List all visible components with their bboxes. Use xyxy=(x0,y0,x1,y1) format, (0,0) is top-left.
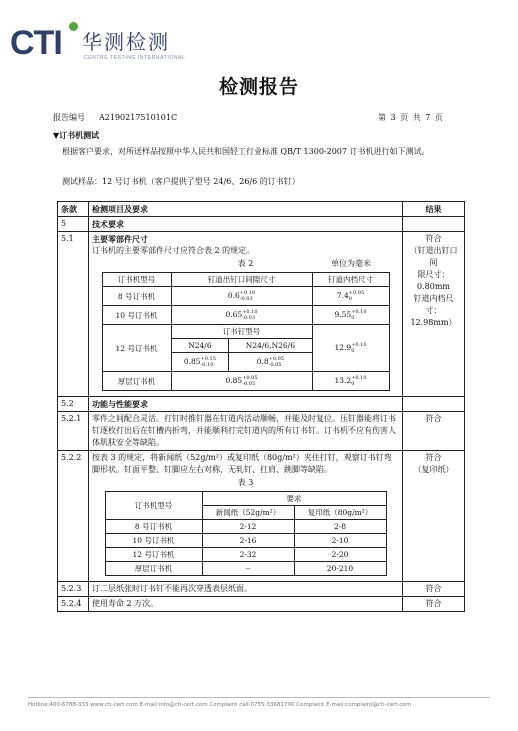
header-item: 检测项目及要求 xyxy=(89,202,403,217)
t2-header-inner: 钉道内档尺寸 xyxy=(312,273,389,287)
page-title: 检测报告 xyxy=(218,76,299,98)
table3 xyxy=(105,491,387,576)
intro-text: 根据客户要求，对所送样品按照中华人民共和国轻工行业标准 QB/T 1300-2007 订书机进行如下测试。 xyxy=(62,147,430,156)
table-row xyxy=(58,451,465,582)
table2-unit: 单位为毫米 xyxy=(331,259,371,268)
t2-pin-header: 订书钉型号 xyxy=(171,325,312,339)
result-cell: 符合 （钉道出钉口间 限尺寸： 0.80mm 钉道内档尺寸： 12.98mm） xyxy=(403,232,465,397)
t2-model: 12 号订书机 xyxy=(102,325,171,372)
report-number-value: A2190217510101C xyxy=(99,113,178,122)
item-text: 技术要求 xyxy=(89,217,403,232)
table-row xyxy=(102,287,389,306)
t3-header-req: 要求 xyxy=(202,492,386,506)
report-number-label: 报告编号 xyxy=(53,113,85,122)
table2 xyxy=(102,272,390,391)
t2-gap: 0.85+0.15 -0.10 xyxy=(171,353,229,372)
t3-header-copy: 复印纸（80g/m²） xyxy=(294,506,386,520)
table-row xyxy=(58,232,465,397)
table-row xyxy=(102,306,389,325)
seal-stamp xyxy=(505,330,517,440)
result-cell: 符合 xyxy=(403,597,465,612)
footer-contact: Hotline:400-6788-333 www.cti-cert.com E-mail:info@cti-cert.com Complaint call:0755-33681700 Complaint E-mail:complaint@cti-cert.com xyxy=(28,702,412,708)
t2-header-gap: 钉道出钉口间隙尺寸 xyxy=(171,273,312,287)
table-row xyxy=(58,412,465,451)
item-text: 使用寿命 2 万次。 xyxy=(89,597,403,612)
item-text: 按表 3 的规定，将新闻纸（52g/m²）或复印纸（80g/m²）夹住打钉，观察订书钉弯脚形状。钉面平整、钉脚应左右对称，无轧钉、扛肩、跳脚等缺陷。 xyxy=(92,453,392,474)
result-cell: 符合 xyxy=(403,412,465,451)
t2-pin-type: N24/6 xyxy=(171,339,229,353)
t2-gap: 0.65+0.10 -0.03 xyxy=(171,306,312,325)
results-table xyxy=(57,201,465,612)
logo-name-en: CENTRE TESTING INTERNATIONAL xyxy=(84,55,186,61)
t2-gap: 0.6+0.10 -0.03 xyxy=(171,287,312,306)
footer-divider xyxy=(28,697,490,698)
t3-header-model: 订书机型号 xyxy=(105,492,202,520)
header-result: 结果 xyxy=(403,202,465,217)
clause-no: 5.2.2 xyxy=(58,451,89,582)
t2-inner: 12.9+0.10 0 xyxy=(312,325,389,372)
header-clause: 条款 xyxy=(58,202,89,217)
sample-text: 测试样品：12 号订书机（客户提供了型号 24/6、26/6 的订书钉） xyxy=(62,177,300,186)
clause-no: 5.2 xyxy=(58,397,89,412)
t2-model: 厚层订书机 xyxy=(102,372,171,391)
table-header-row xyxy=(58,202,465,217)
logo-dot-icon xyxy=(69,22,78,31)
page-info: 第 3 页 共 7 页 xyxy=(378,113,443,122)
table-row: 8 号订书机 2-12 2-8 xyxy=(105,520,386,534)
clause-no: 5.2.4 xyxy=(58,597,89,612)
t2-model: 8 号订书机 xyxy=(102,287,171,306)
t2-inner: 9.55+0.10 0 xyxy=(312,306,389,325)
report-number xyxy=(53,112,177,123)
result-cell: 符合 xyxy=(403,582,465,597)
t2-inner: 13.2+0.10 0 xyxy=(312,372,389,391)
t2-inner: 7.4+0.05 0 xyxy=(312,287,389,306)
t2-gap: 0.8+0.05 -0.05 xyxy=(229,353,312,372)
t2-pin-type: N24/6,N26/6 xyxy=(229,339,312,353)
item-text: 零件之间配合灵活。打钉时推钉器在钉道内活动顺畅，并能及时复位。压钉器能将订书钉逐枚打出后在钉槽内折弯，并能顺利打完钉道内的所有订书钉。订书机不应有伤害人体肌肤安全等缺陷。 xyxy=(89,412,403,451)
section-heading: ▼订书机测试 xyxy=(53,130,100,140)
table-row: 厚层订书机 -- 20-210 xyxy=(105,562,386,576)
item-title: 主要零部件尺寸 xyxy=(92,234,148,244)
clause-no: 5 xyxy=(58,217,89,232)
table-row xyxy=(58,397,465,412)
table-row xyxy=(102,372,389,391)
table-row xyxy=(102,325,389,339)
table3-caption: 表 3 xyxy=(237,478,254,487)
item-text: 订二层纸张时订书钉不能再次穿透表层纸面。 xyxy=(89,582,403,597)
logo-brand: CTI xyxy=(10,24,62,62)
table-row xyxy=(58,582,465,597)
item-text: 订书机的主要零部件尺寸应符合表 2 的规定。 xyxy=(92,246,255,255)
table-row xyxy=(58,597,465,612)
t2-gap: 0.85+0.05 -0.05 xyxy=(171,372,312,391)
clause-no: 5.2.3 xyxy=(58,582,89,597)
company-logo xyxy=(10,22,270,62)
t2-header-model: 订书机型号 xyxy=(102,273,171,287)
table2-caption: 表 2 xyxy=(237,259,254,268)
result-cell: 符合 （复印纸） xyxy=(403,451,465,582)
logo-name-cn: 华测检测 xyxy=(82,30,170,54)
t3-header-news: 新闻纸（52g/m²） xyxy=(202,506,294,520)
item-text: 功能与性能要求 xyxy=(89,397,403,412)
table-row: 12 号订书机 2-32 2-20 xyxy=(105,548,386,562)
t2-model: 10 号订书机 xyxy=(102,306,171,325)
table-row: 10 号订书机 2-16 2-10 xyxy=(105,534,386,548)
clause-no: 5.2.1 xyxy=(58,412,89,451)
table-row xyxy=(58,217,465,232)
clause-no: 5.1 xyxy=(58,232,89,397)
